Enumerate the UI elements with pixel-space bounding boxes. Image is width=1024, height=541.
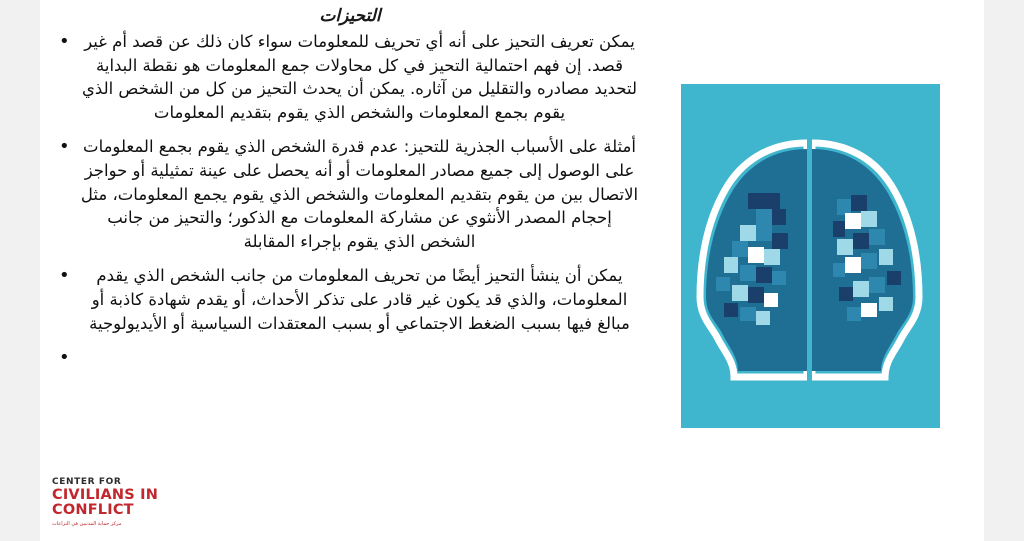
list-item: يمكن تعريف التحيز على أنه أي تحريف للمعلومات سواء كان ذلك عن قصد أم غير قصد. إن فهم احتمالية التحيز في كل محاولات جمع المعلومات هو نقطة البداية لتحديد مصادره والتقليل من آثاره. يمكن أن يحدث التحيز من كل من الشخص الذي يقوم بجمع المعلومات والشخص الذي يقوم بتقديم المعلومات • xyxy=(55,30,640,124)
slide-title: التحيزات xyxy=(319,6,381,26)
slide-content-area xyxy=(40,0,984,541)
list-item xyxy=(55,346,640,360)
logo-line-civilians-in-conflict: CIVILIANS IN CONFLICT xyxy=(52,487,159,519)
bullet-list xyxy=(55,30,640,360)
list-item: يمكن أن ينشأ التحيز أيضًا من تحريف المعلومات من جانب الشخص الذي يقدم المعلومات، والذي قد يكون غير قادر على تذكر الأحداث، أو يقدم شهادة كاذبة أو مبالغ فيها بسبب الضغط الاجتماعي أو بسبب المعتقدات السياسية أو الأيديولوجية • xyxy=(55,264,640,335)
page-right-margin xyxy=(984,0,1024,541)
two-heads-puzzle-illustration xyxy=(681,84,940,428)
head-right-graphic xyxy=(812,137,925,383)
list-item: أمثلة على الأسباب الجذرية للتحيز: عدم قدرة الشخص الذي يقوم بجمع المعلومات على الوصول إلى جميع مصادر المعلومات أو أنه يحصل على عينة تمثيلية أو حواجز الاتصال بين من يقوم بتقديم المعلومات والشخص الذي يقوم يجمع المعلومات، مثل إحجام المصدر الأنثوي عن مشاركة المعلومات مع الذكور؛ والتحيز من جانب الشخص الذي يقوم بإجراء المقابلة • xyxy=(55,135,640,253)
head-left-graphic xyxy=(694,137,807,383)
logo-line-arabic: مركز حماية المدنيين في النزاعات xyxy=(52,520,122,527)
slide-canvas xyxy=(40,0,984,541)
slide-body xyxy=(55,30,640,360)
page-left-margin xyxy=(0,0,40,541)
logo-line-center-for: CENTER FOR xyxy=(52,476,122,487)
organization-logo xyxy=(52,478,222,527)
